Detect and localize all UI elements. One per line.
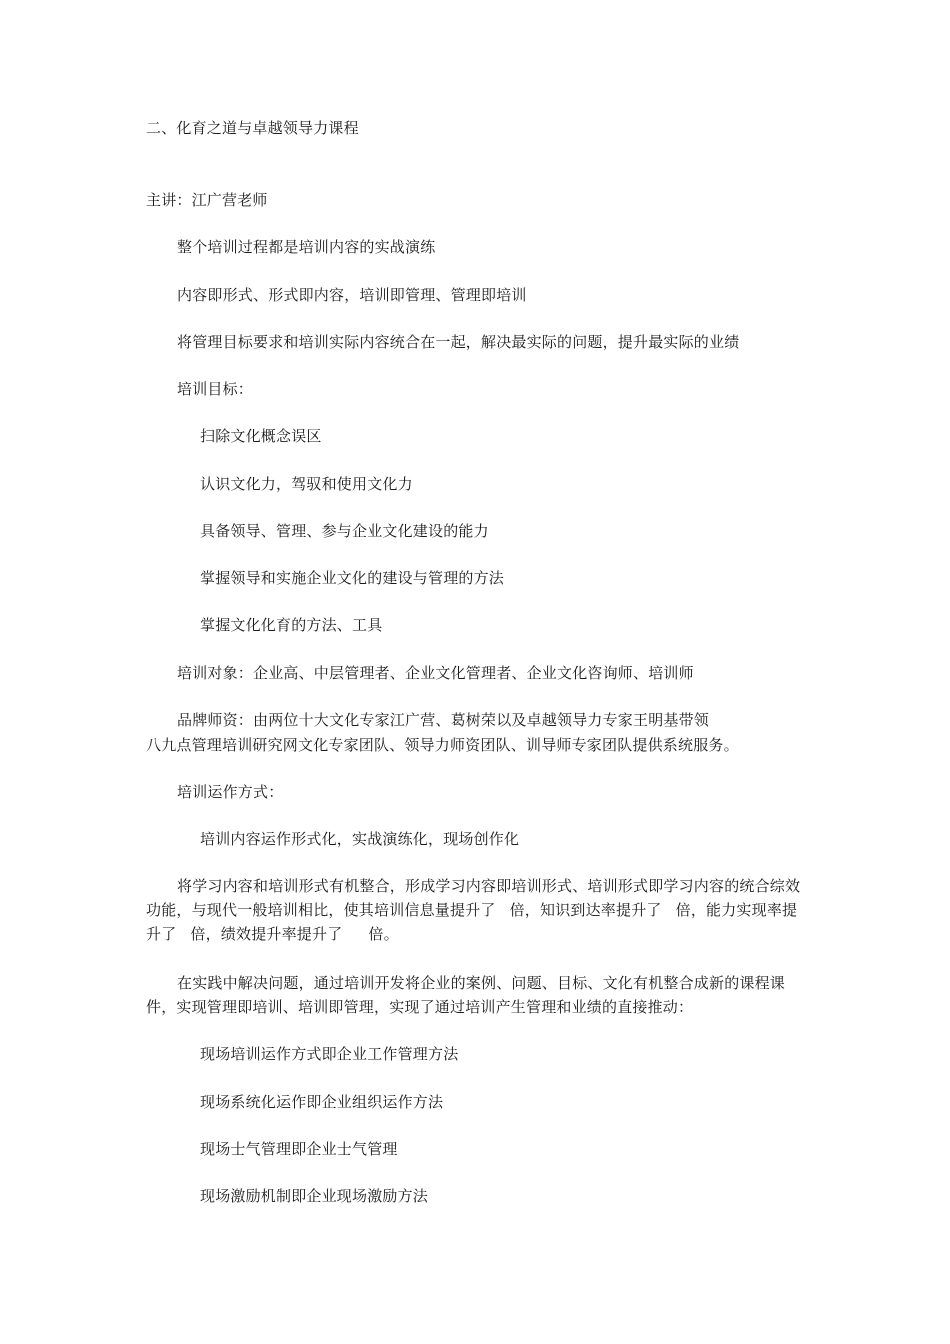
goal-item: 具备领导、管理、参与企业文化建设的能力	[200, 522, 489, 540]
goals-label: 培训目标：	[177, 380, 254, 398]
section-title: 二、化育之道与卓越领导力课程	[146, 119, 359, 137]
goal-item: 扫除文化概念误区	[200, 427, 322, 445]
goal-item: 掌握领导和实施企业文化的建设与管理的方法	[200, 569, 505, 587]
integration-text: 倍。	[368, 925, 399, 943]
lecturer-line: 主讲：江广营老师	[146, 191, 268, 209]
audience-line: 培训对象：企业高、中层管理者、企业文化管理者、企业文化咨询师、培训师	[177, 664, 694, 682]
practice-paragraph: 在实践中解决问题，通过培训开发将企业的案例、问题、目标、文化有机整合成新的课程课件，实现管理即培训、培训即管理，实现了通过培训产生管理和业绩的直接推动：	[146, 974, 786, 1016]
faculty-line: 品牌师资：由两位十大文化专家江广营、葛树荣以及卓越领导力专家王明基带领	[177, 711, 710, 729]
method-label: 培训运作方式：	[177, 783, 284, 801]
goal-item: 认识文化力，驾驭和使用文化力	[200, 475, 413, 493]
practice-item: 现场系统化运作即企业组织运作方法	[200, 1093, 444, 1111]
practice-item: 现场培训运作方式即企业工作管理方法	[200, 1045, 459, 1063]
integration-text: 倍，知识到达率提升了	[509, 901, 662, 919]
goal-item: 掌握文化化育的方法、工具	[200, 616, 383, 634]
faculty-line-continued: 八九点管理培训研究网文化专家团队、领导力师资团队、训导师专家团队提供系统服务。	[146, 736, 739, 754]
integration-text: 倍，绩效提升率提升了	[190, 925, 343, 943]
practice-item: 现场激励机制即企业现场激励方法	[200, 1187, 429, 1205]
practice-item: 现场士气管理即企业士气管理	[200, 1140, 398, 1158]
integration-paragraph	[146, 874, 808, 946]
integration-text: 倍，能力实现率提升了	[146, 901, 798, 943]
method-item: 培训内容运作形式化，实战演练化，现场创作化	[200, 830, 520, 848]
intro-line: 将管理目标要求和培训实际内容统合在一起，解决最实际的问题，提升最实际的业绩	[177, 333, 740, 351]
intro-line: 内容即形式、形式即内容，培训即管理、管理即培训	[177, 286, 527, 304]
intro-line: 整个培训过程都是培训内容的实战演练	[177, 238, 436, 256]
integration-text: 将学习内容和培训形式有机整合，形成学习内容即培训形式、培训形式即学习内容的统合综效功能，与现代一般培训相比，使其培训信息量提升了	[146, 877, 801, 919]
